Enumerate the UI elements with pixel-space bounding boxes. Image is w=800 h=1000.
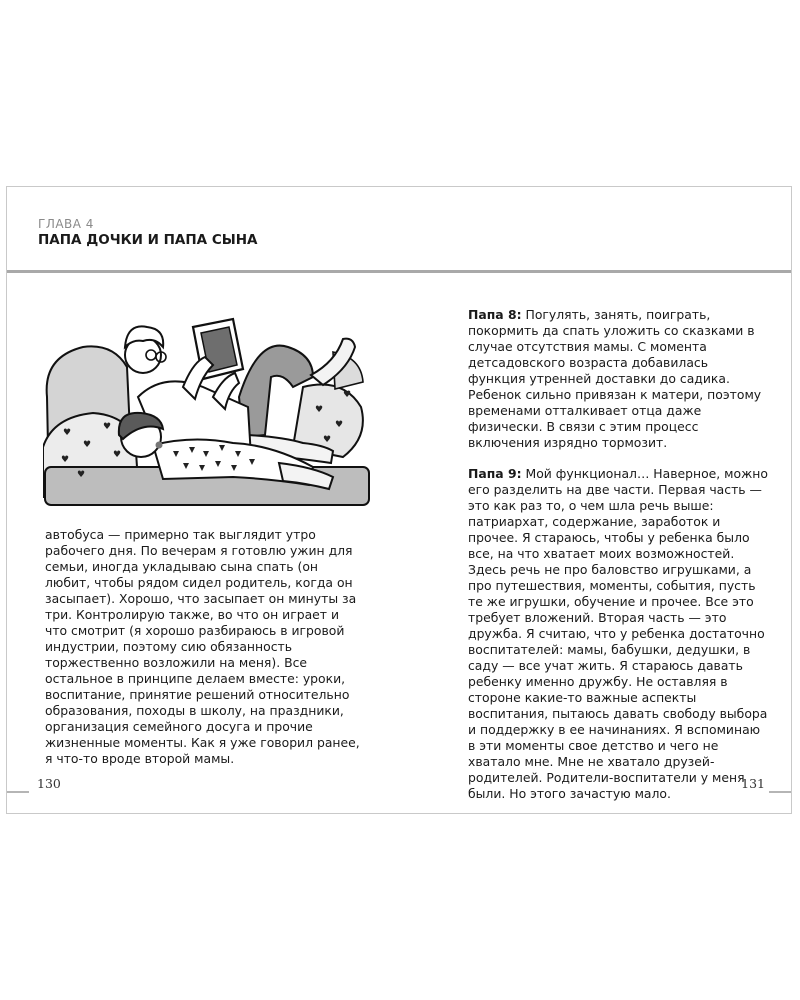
footer-rule-right	[769, 791, 791, 793]
page-number-left: 130	[37, 776, 61, 791]
left-page-text: автобуса — примерно так выглядит утро рабочего дня. По вечерам я готовлю ужин для семьи, иногда укладываю сына спать (он любит, чтобы рядом сидел родитель, когда он засыпает). Хорошо, что засыпает он минуты за три. Контролирую также, во что он играет и что смотрит (я хорошо разбираюсь в игровой индустрии, поэтому сию обязанность торжественно возложили на меня). Все остальное в принципе делаем вместе: уроки, воспитание, принятие решений относительно образования, походы в школу, на праздники, организация семейного досуга и прочие жизненные моменты. Как я уже говорил ранее, я что-то вроде второй мамы.	[45, 527, 360, 766]
svg-text:♥: ♥	[113, 450, 122, 460]
svg-text:♥: ♥	[343, 390, 352, 400]
entry-text: Мой функционал… Наверное, можно его разделить на две части. Первая часть — это как раз то, о чем шла речь выше: патриархат, содержание, заработок и прочее. Я стараюсь, чтобы у ребенка было все, на что хватает моих возможностей. Здесь речь не про баловство игрушками, а про путешествия, моменты, события, пусть те же игрушки, обучение и прочее. Все это требует вложений. Вторая часть — это дружба. Я считаю, что у ребенка достаточно воспитателей: мамы, бабушки, дедушки, в саду — все учат жить. Я стараюсь давать ребенку именно дружбу. Не оставляя в стороне какие-то важные аспекты воспитания, пытаюсь давать свободу выбора и поддержку в ее начинаниях. Я вспоминаю в эти моменты свое детство и чего не хватало мне. Мне не хватало друзей-родителей. Родители-воспитатели у меня были. Но этого зачастую мало.	[468, 466, 768, 801]
chapter-label: ГЛАВА 4	[38, 217, 94, 231]
running-header	[7, 187, 791, 273]
speaker-label: Папа 9:	[468, 466, 522, 481]
svg-text:♥: ♥	[335, 420, 344, 430]
footer-rule-left	[7, 791, 29, 793]
speaker-label: Папа 8:	[468, 307, 522, 322]
svg-text:♥: ♥	[315, 405, 324, 415]
svg-text:♥: ♥	[63, 428, 72, 438]
right-page-text	[468, 307, 768, 817]
svg-text:♥: ♥	[61, 455, 70, 465]
illustration-father-and-son	[43, 317, 371, 507]
entry-text: Погулять, занять, поиграть, покормить да спать уложить со сказками в случае отсутствия мамы. С момента детсадовского возраста добавилась функция утренней доставки до садика. Ребенок сильно привязан к матери, поэтому временами отталкивает отца даже физически. В связи с этим процесс включения изрядно тормозит.	[468, 307, 762, 450]
chapter-title: ПАПА ДОЧКИ И ПАПА СЫНА	[38, 232, 258, 248]
svg-text:♥: ♥	[77, 470, 86, 480]
entry-papa-8	[468, 307, 768, 451]
svg-text:♥: ♥	[103, 422, 112, 432]
svg-text:♥: ♥	[83, 440, 92, 450]
page-number-right: 131	[741, 776, 765, 791]
svg-text:♥: ♥	[323, 435, 332, 445]
entry-papa-9	[468, 466, 768, 802]
book-spread	[6, 186, 792, 814]
